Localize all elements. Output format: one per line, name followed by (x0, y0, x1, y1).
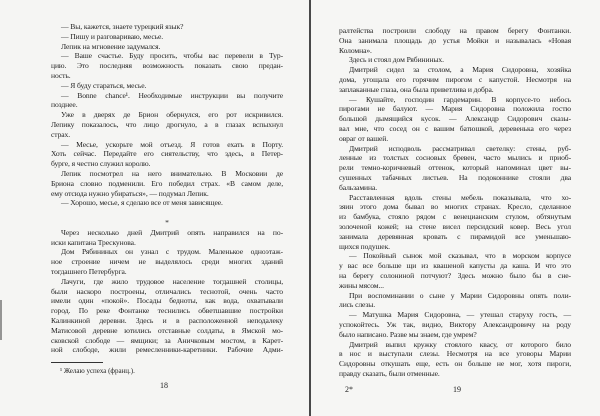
text-line: большой дымящийся кусок. — Александр Сидорович сказы- (339, 114, 571, 124)
text-line: Коломна». (339, 45, 372, 55)
text-line: в нос и выступали слезы. Несмотря на все уговоры Марии (339, 349, 571, 359)
right-page-text (339, 26, 571, 379)
text-line: Матисовой деревне ютились отставные солдаты, в Ямской мо- (51, 325, 283, 335)
text-line: Сидоровны откушать еще, есть он больше не мог, хотя пироги, (339, 359, 571, 369)
text-line: Расставленная вдоль стены мебель показывала, что хо- (349, 192, 571, 202)
text-line: у вас все больше щи из квашеной капусты да каша. И что это (339, 261, 571, 271)
text-line: — Bonne chance¹. Необходимые инструкции вы получите (61, 90, 283, 100)
text-line: Дмитрий выпил кружку стоялого квасу, от которого било (349, 339, 571, 349)
text-line: зяин этого дома бывал во многих странах. Кресло, сделанное (339, 202, 571, 212)
text-line: Через несколько дней Дмитрий опять направился на по- (61, 227, 283, 237)
text-line: — Покойный сынок мой сказывал, что в морском корпусе (349, 251, 571, 261)
text-line: Она занимала площадь до устья Мойки и называлась «Новая (339, 35, 571, 45)
text-line: Лачуги, где жило трудовое население тогдашней столицы, (61, 276, 283, 286)
text-line: сушенных табачных листьев. На подоконнике стояли два (339, 172, 571, 182)
signature-mark: 2* (345, 385, 353, 394)
text-line: пирогами не балуют. — Мария Сидоровна положила гостю (339, 104, 571, 114)
text-line: — Месье, ускорьте мой отъезд. Я готов ехать в Порту. (61, 139, 283, 149)
text-line: — Кушайте, господин гардемарин. В корпусе-то небось (349, 94, 571, 104)
footnote-rule (51, 362, 103, 363)
text-line: было написано. Разве мы знаем, где умрем? (339, 329, 477, 339)
text-line: щихся подушек. (339, 241, 390, 251)
text-line: — Ваше счастье. Буду просить, чтобы вас перевели в Тур- (61, 51, 283, 61)
text-line: — Пишу и разговариваю, месье. (61, 31, 164, 41)
text-line: тогдашнего Петербурга. (51, 266, 127, 276)
text-line: бурге, я честно служил королю. (51, 159, 151, 169)
footnote: ¹ Желаю успеха (франц.). (60, 367, 135, 375)
text-line: Дмитрий исподволь рассматривал светелку: стены, руб- (349, 143, 571, 153)
text-line: Хоть сейчас. Передайте его сиятельству, что здесь, в Петер- (51, 149, 283, 159)
text-line: иски капитана Трескунова. (51, 237, 136, 247)
text-line: Калинкиной деревни. Здесь и в расположенной неподалеку (51, 315, 283, 325)
text-line: на берегу солониной потчуют? Здесь можно было бы в сне- (339, 270, 571, 280)
text-line: Лепик посмотрел на него внимательно. В Московии де (61, 168, 283, 178)
text-line: Здесь и стоял дом Рябининых. (349, 55, 444, 65)
text-line: жины мясом... (339, 280, 384, 290)
text-line: Лепику показалось, что лицо дрогнуло, а в глазах вспыхнул (51, 119, 283, 129)
text-line: ему отсюда нужно убираться», — подумал Лепик. (51, 188, 209, 198)
text-line: золоченой кожей; на стене висел персидский ковер. Весь угол (339, 221, 571, 231)
text-line: сковской слободе — ямщики; за Аничковым мостом, в Карет- (51, 335, 283, 345)
text-line: — Хорошо, месье, я сделаю все от меня зависящее. (61, 198, 223, 208)
text-line: город. По реке Фонтанке теснились обветшавшие постройки (51, 306, 283, 316)
text-line: заплаканные глаза, она была приветлива и добра. (339, 84, 494, 94)
page-edge-shadow (0, 300, 2, 340)
text-line: — Матушка Мария Сидоровна, — утешал старуху гость, — (349, 310, 571, 320)
text-line: ное строение ничем не выделялось среди многих зданий (51, 257, 283, 267)
text-line: — Я буду стараться, месье. (61, 80, 147, 90)
text-line: При воспоминании о сыне у Марии Сидоровны опять поли- (349, 290, 571, 300)
text-line: рели темно-коричневый оттенок, который напоминал цвет вы- (339, 163, 571, 173)
text-line: ной слободе, жили ремесленники-каретники. Рабочие Адми- (51, 345, 283, 355)
text-line: были наскоро построены, отличались теснотой, очень часто (51, 286, 283, 296)
text-line: занимала деревянная кровать с пирамидой все уменьшаю- (339, 231, 571, 241)
text-line: позднее. (51, 100, 78, 110)
text-line: ность. (51, 70, 71, 80)
text-line: ралтейства построили слободу на правом берегу Фонтанки. (339, 26, 571, 35)
text-line: ленные из толстых сосновых бревен, часто мылись и приоб- (339, 153, 571, 163)
text-line: Уже в дверях де Брион обернулся, его рот искривился. (61, 110, 283, 120)
text-line: страх. (51, 129, 71, 139)
page-number-right: 19 (453, 385, 461, 394)
text-line: цию. Это последняя возможность показать свою предан- (51, 61, 283, 71)
text-line: дома, угощала его горячим пирогом с капустой. Несмотря на (339, 74, 571, 84)
page-number-left: 18 (160, 381, 168, 390)
text-line: лись слезы. (339, 300, 376, 310)
text-line (51, 208, 283, 218)
text-line: овраг от вашей. (339, 133, 389, 143)
left-page-text (51, 22, 283, 355)
text-line: бальзамина. (339, 182, 378, 192)
text-line: успокойтесь. Уж так, видно, Виктору Александровичу на роду (339, 319, 571, 329)
text-line: — Вы, кажется, знаете турецкий язык? (61, 22, 184, 31)
text-line: правду сказать, были отменные. (339, 368, 440, 378)
text-line: Бриона словно подменили. Его победил страх. «В самом деле, (51, 178, 283, 188)
text-line: Дом Рябининых он узнал с трудом. Маленькое одноэтаж- (61, 247, 283, 257)
book-gutter (309, 0, 311, 416)
text-line: Дмитрий сидел за столом, а Мария Сидоровна, хозяйка (349, 65, 571, 75)
text-line: из бамбука, стояло рядом с венецианским стулом, обтянутым (339, 212, 571, 222)
text-line: имели один «покой». Посады бедноты, как вода, охватывали (51, 296, 283, 306)
text-line: вал мне, что сосед он с вашим батюшкой, деревенька его через (339, 123, 571, 133)
text-line: Лепик на мгновение задумался. (61, 41, 161, 51)
right-page (300, 0, 600, 416)
section-separator: * (165, 217, 169, 227)
